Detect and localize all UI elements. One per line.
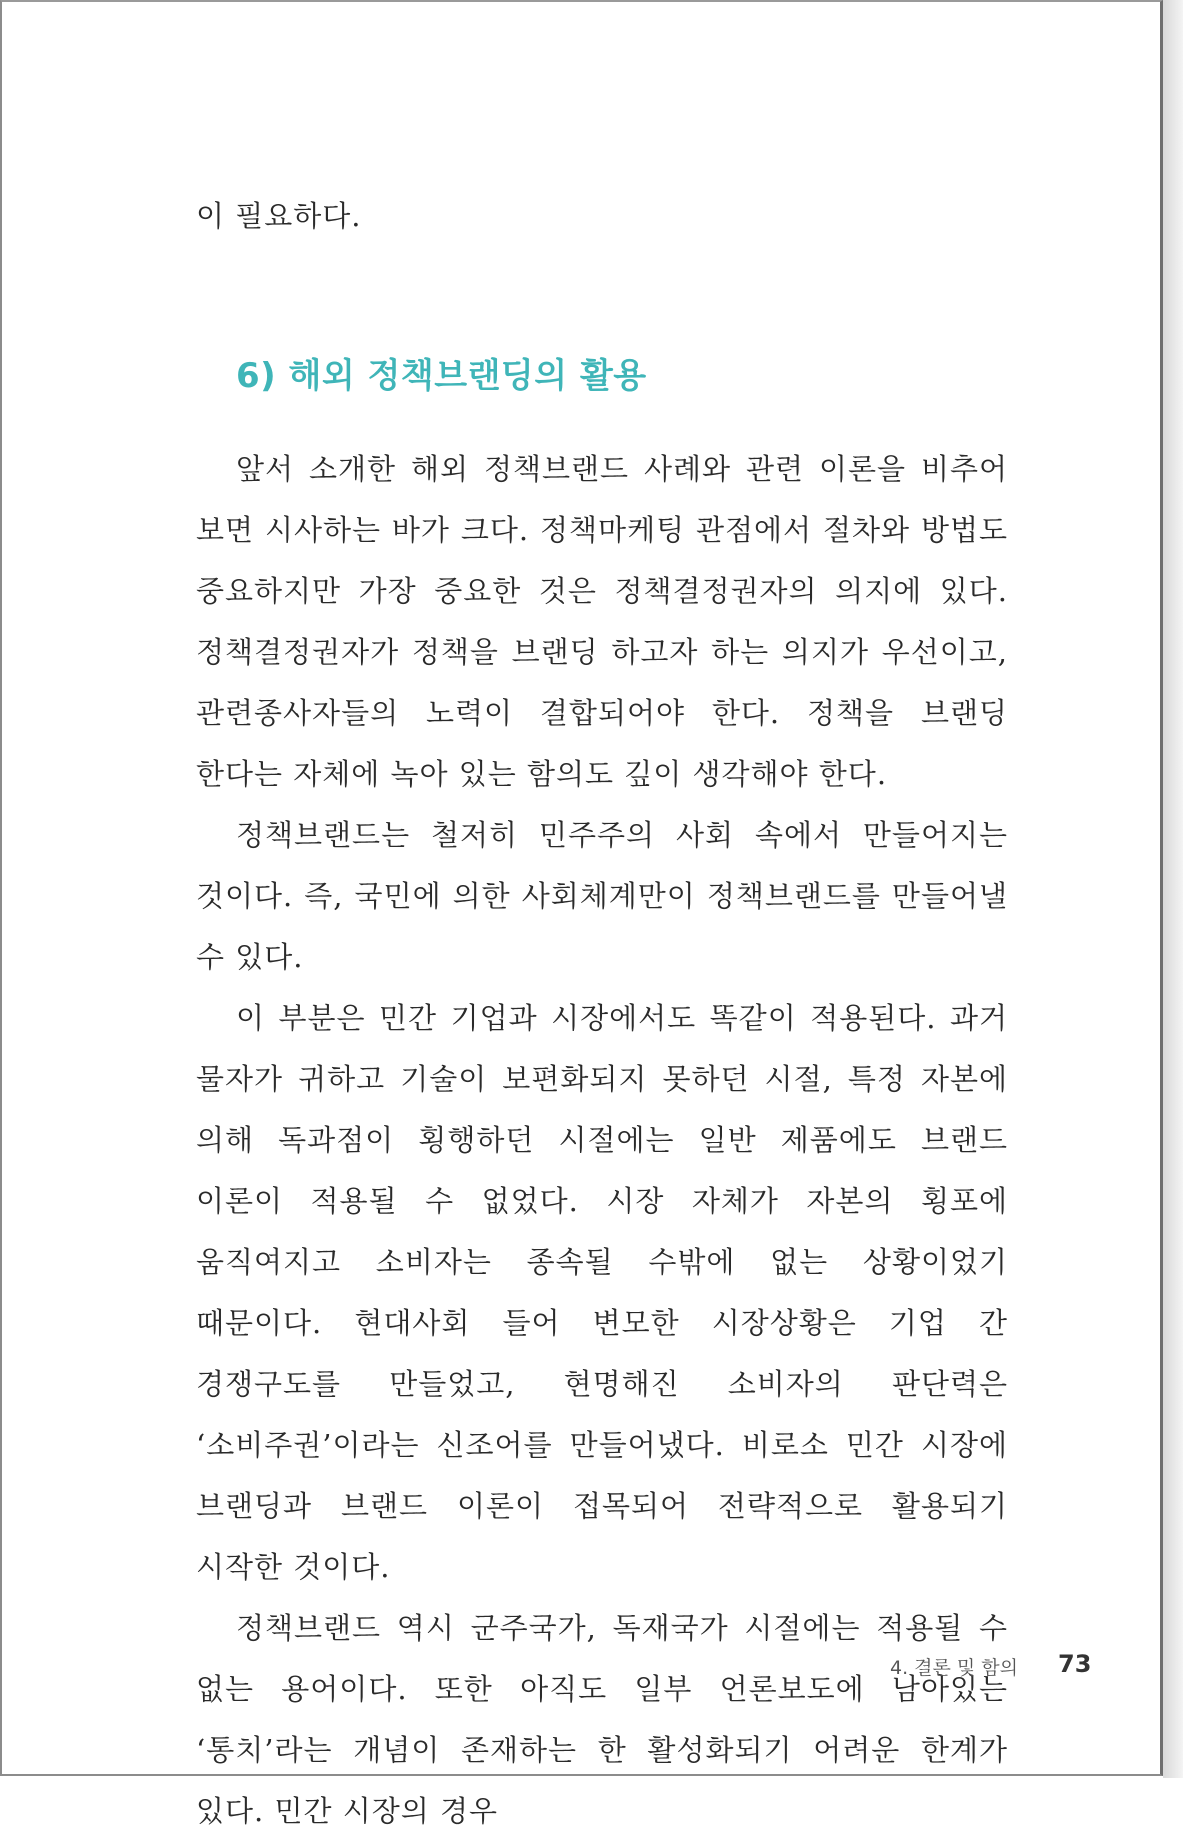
paragraph: 정책브랜드 역시 군주국가, 독재국가 시절에는 적용될 수 없는 용어이다. 또한 아직도 일부 언론보도에 남아있는 ‘통치’라는 개념이 존재하는 한 활성화되기 어려운 한계가 있다. 민간 시장의 경우 [196,1611,1008,1828]
section-heading: 6) 해외 정책브랜딩의 활용 [236,356,647,396]
body-text [196,439,1008,1842]
continued-line: 이 필요하다. [196,199,362,233]
page-edge-shadow [1163,0,1183,1778]
paragraph: 이 부분은 민간 기업과 시장에서도 똑같이 적용된다. 과거 물자가 귀하고 기술이 보편화되지 못하던 시절, 특정 자본에 의해 독과점이 횡행하던 시절에는 일반 제품에도 브랜드 이론이 적용될 수 없었다. 시장 자체가 자본의 횡포에 움직여지고 소비자는 종속될 수밖에 없는 상황이었기 때문이다. 현대사회 들어 변모한 시장상황은 기업 간 경쟁구도를 만들었고, 현명해진 소비자의 판단력은 ‘소비주권’이라는 신조어를 만들어냈다. 비로소 민간 시장에 브랜딩과 브랜드 이론이 접목되어 전략적으로 활용되기 시작한 것이다. [196,1001,1008,1584]
page-content [196,196,1008,236]
paragraph: 정책브랜드는 철저히 민주주의 사회 속에서 만들어지는 것이다. 즉, 국민에 의한 사회체계만이 정책브랜드를 만들어낼 수 있다. [196,818,1008,974]
page-number: 73 [1058,1650,1092,1678]
running-footer-chapter: 4. 결론 및 함의 [890,1657,1019,1679]
paragraph: 앞서 소개한 해외 정책브랜드 사례와 관련 이론을 비추어 보면 시사하는 바가 크다. 정책마케팅 관점에서 절차와 방법도 중요하지만 가장 중요한 것은 정책결정권자의 의지에 있다. 정책결정권자가 정책을 브랜딩 하고자 하는 의지가 우선이고, 관련종사자들의 노력이 결합되어야 한다. 정책을 브랜딩 한다는 자체에 녹아 있는 함의도 깊이 생각해야 한다. [196,452,1008,791]
